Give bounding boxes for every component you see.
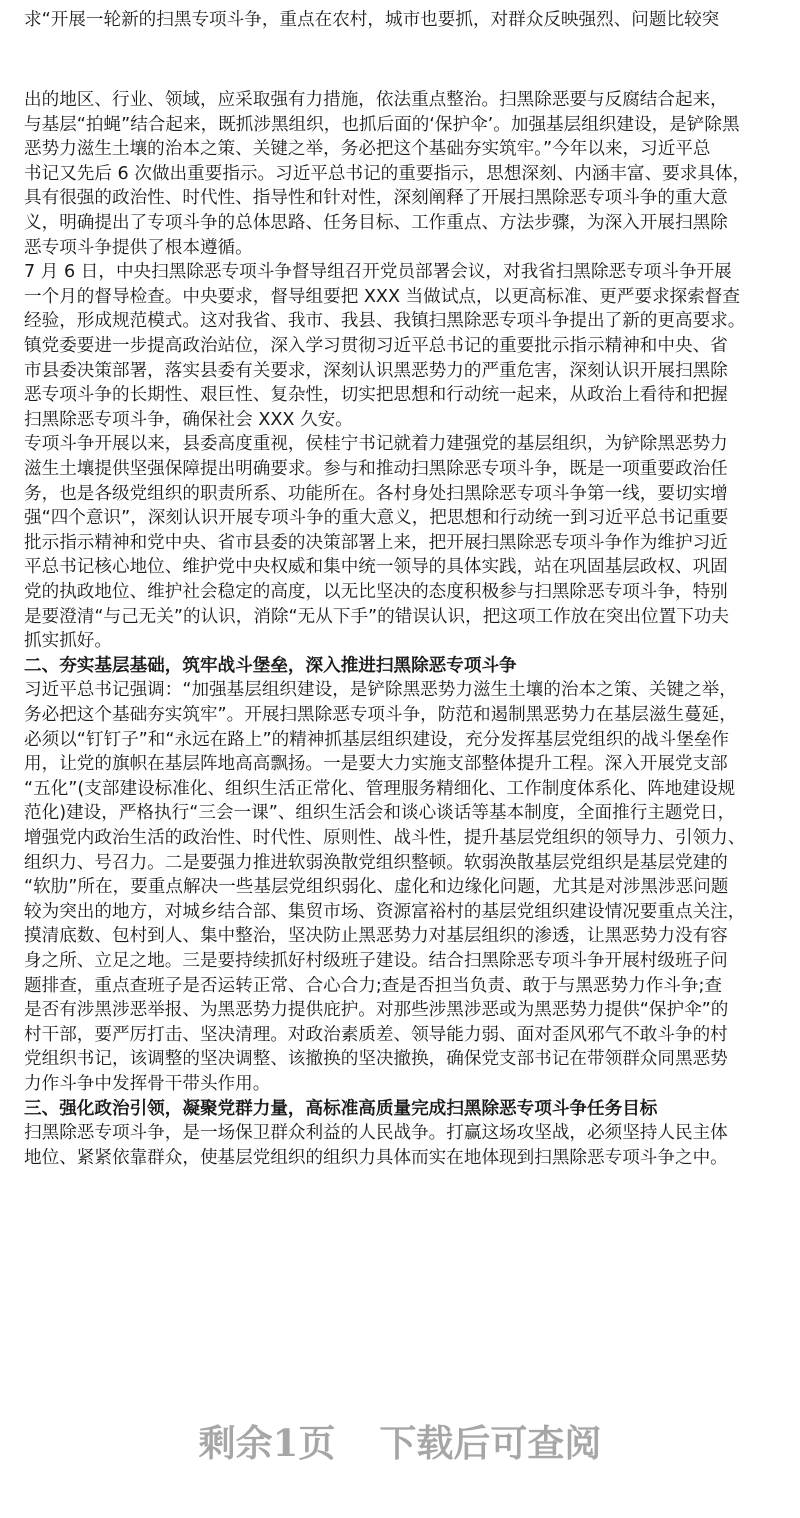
paragraph-line: 地位、紧紧依靠群众，使基层党组织的组织力具体而实在地体现到扫黑除恶专项斗争之中。 — [24, 1148, 728, 1168]
paragraph-line: 身之所、立足之地。三是要持续抓好村级班子建设。结合扫黑除恶专项斗争开展村级班子问 — [24, 951, 728, 971]
paragraph-line: 出的地区、行业、领域，应采取强有力措施，依法重点整治。扫黑除恶要与反腐结合起来， — [24, 90, 728, 110]
paragraph-line: 强“四个意识”，深刻认识开展专项斗争的重大意义，把思想和行动统一到习近平总书记重要 — [24, 508, 729, 528]
paragraph-line: 较为突出的地方，对城乡结合部、集贸市场、资源富裕村的基层党组织建设情况要重点关注， — [24, 902, 746, 922]
paragraph-line: 是要澄清“与己无关”的认识，消除“无从下手”的错误认识，把这项工作放在突出位置下功夫 — [24, 607, 730, 627]
paragraph-line: 市县委决策部署，落实县委有关要求，深刻认识黑恶势力的严重危害，深刻认识开展扫黑除 — [24, 361, 728, 381]
paragraph-line: 一个月的督导检查。中央要求，督导组要把 XXX 当做试点，以更高标准、更严要求探索督查 — [24, 287, 740, 307]
paragraph-line: 扫黑除恶专项斗争，确保社会 XXX 久安。 — [24, 410, 353, 430]
paragraph-line: “软肋”所在，要重点解决一些基层党组织弱化、虚化和边缘化问题，尤其是对涉黑涉恶问题 — [24, 877, 729, 897]
download-to-view-label: 下载后可查阅 — [379, 1421, 602, 1465]
paragraph-line: 党组织书记，该调整的坚决调整、该撤换的坚决撤换，确保党支部书记在带领群众同黑恶势 — [24, 1049, 728, 1069]
paragraph-line: 扫黑除恶专项斗争，是一场保卫群众利益的人民战争。打赢这场攻坚战，必须坚持人民主体 — [24, 1123, 728, 1143]
paragraph-line: 恶专项斗争的长期性、艰巨性、复杂性，切实把思想和行动统一起来，从政治上看待和把握 — [24, 385, 728, 405]
paragraph-line: 书记又先后 6 次做出重要指示。习近平总书记的重要指示，思想深刻、内涵丰富、要求具体， — [24, 164, 751, 184]
paragraph-line: 具有很强的政治性、时代性、指导性和针对性，深刻阐释了开展扫黑除恶专项斗争的重大意 — [24, 188, 728, 208]
paragraph-line: 7 月 6 日，中央扫黑除恶专项斗争督导组召开党员部署会议，对我省扫黑除恶专项斗争开展 — [24, 262, 732, 282]
paragraph-line: 务，也是各级党组织的职责所系、功能所在。各村身处扫黑除恶专项斗争第一线，要切实增 — [24, 484, 728, 504]
paragraph-line: 专项斗争开展以来，县委高度重视，侯桂宁书记就着力建强党的基层组织，为铲除黑恶势力 — [24, 434, 728, 454]
paragraph-line: 求“开展一轮新的扫黑专项斗争，重点在农村，城市也要抓，对群众反映强烈、问题比较突 — [24, 10, 720, 30]
paragraph-line: 滋生土壤提供坚强保障提出明确要求。参与和推动扫黑除恶专项斗争，既是一项重要政治任 — [24, 459, 728, 479]
paragraph-line: 用，让党的旗帜在基层阵地高高飘扬。一是要大力实施支部整体提升工程。深入开展党支部 — [24, 754, 728, 774]
paragraph-line: 必须以“钉钉子”和“永远在路上”的精神抓基层组织建设，充分发挥基层党组织的战斗堡垒作 — [24, 730, 730, 750]
remaining-pages-label: 剩余1页 — [198, 1421, 336, 1465]
section-heading: 二、夯实基层基础，筑牢战斗堡垒，深入推进扫黑除恶专项斗争 — [24, 656, 517, 676]
paragraph-line: 习近平总书记强调：“加强基层组织建设，是铲除黑恶势力滋生土壤的治本之策、关键之举， — [24, 680, 737, 700]
paragraph-line: 恶势力滋生土壤的治本之策、关键之举，务必把这个基础夯实筑牢。”今年以来，习近平总 — [24, 139, 711, 159]
paragraph-line: 经验，形成规范模式。这对我省、我市、我县、我镇扫黑除恶专项斗争提出了新的更高要求。 — [24, 311, 746, 331]
paragraph-line: 抓实抓好。 — [24, 631, 112, 651]
paragraph-line: 镇党委要进一步提高政治站位，深入学习贯彻习近平总书记的重要批示指示精神和中央、省 — [24, 336, 728, 356]
remaining-pages-banner[interactable] — [0, 1418, 800, 1468]
paragraph-line: 务必把这个基础夯实筑牢”。开展扫黑除恶专项斗争，防范和遏制黑恶势力在基层滋生蔓延， — [24, 705, 737, 725]
paragraph-line: 组织力、号召力。二是要强力推进软弱涣散党组织整顿。软弱涣散基层党组织是基层党建的 — [24, 853, 728, 873]
section-heading: 三、强化政治引领，凝聚党群力量，高标准高质量完成扫黑除恶专项斗争任务目标 — [24, 1099, 658, 1119]
paragraph-line: 与基层“拍蝇”结合起来，既抓涉黑组织，也抓后面的‘保护伞’。加强基层组织建设，是铲除黑 — [24, 115, 740, 135]
paragraph-line: 村干部，要严厉打击、坚决清理。对政治素质差、领导能力弱、面对歪风邪气不敢斗争的村 — [24, 1025, 728, 1045]
paragraph-line: 是否有涉黑涉恶举报、为黑恶势力提供庇护。对那些涉黑涉恶或为黑恶势力提供“保护伞”的 — [24, 1000, 729, 1020]
paragraph-line: 义，明确提出了专项斗争的总体思路、任务目标、工作重点、方法步骤，为深入开展扫黑除 — [24, 213, 728, 233]
paragraph-line: 党的执政地位、维护社会稳定的高度，以无比坚决的态度积极参与扫黑除恶专项斗争，特别 — [24, 582, 728, 602]
paragraph-line: 题排查，重点查班子是否运转正常、合心合力;查是否担当负责、敢于与黑恶势力作斗争;查 — [24, 976, 723, 996]
paragraph-line: 摸清底数、包村到人、集中整治，坚决防止黑恶势力对基层组织的渗透，让黑恶势力没有容 — [24, 926, 728, 946]
paragraph-line: “五化”(支部建设标准化、组织生活正常化、管理服务精细化、工作制度体系化、阵地建设规 — [24, 779, 736, 799]
paragraph-line: 力作斗争中发挥骨干带头作用。 — [24, 1074, 271, 1094]
paragraph-line: 增强党内政治生活的政治性、时代性、原则性、战斗性，提升基层党组织的领导力、引领力、 — [24, 828, 746, 848]
paragraph-line: 批示指示精神和党中央、省市县委的决策部署上来，把开展扫黑除恶专项斗争作为维护习近 — [24, 533, 728, 553]
paragraph-line: 恶专项斗争提供了根本遵循。 — [24, 238, 253, 258]
paragraph-line: 范化)建设，严格执行“三会一课”、组织生活会和谈心谈话等基本制度，全面推行主题党日， — [24, 803, 736, 823]
paragraph-line: 平总书记核心地位、维护党中央权威和集中统一领导的具体实践，站在巩固基层政权、巩固 — [24, 557, 728, 577]
